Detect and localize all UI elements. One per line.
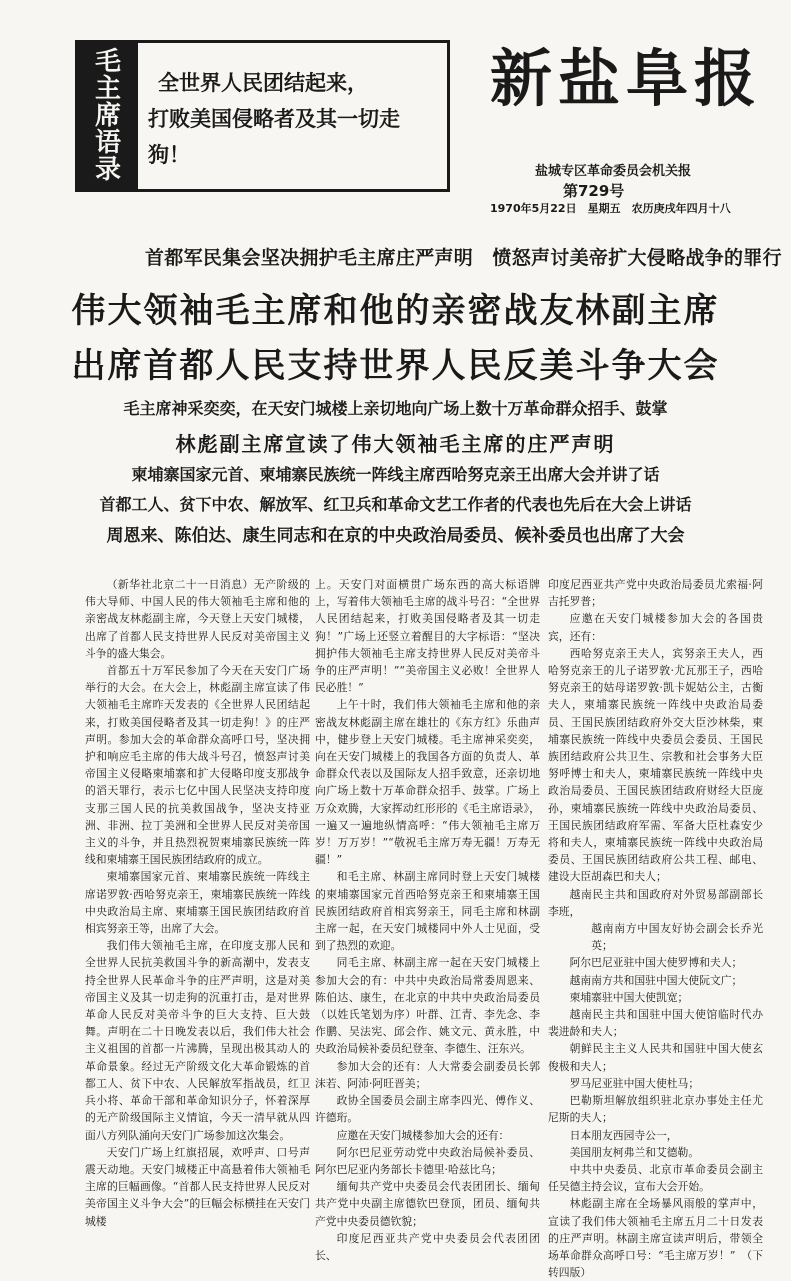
article-paragraph: 印度尼西亚共产党中央委员会代表团团长、 (315, 1231, 540, 1262)
newspaper-title: 新盐阜报 (490, 42, 763, 115)
quotation-label-char: 语 (94, 127, 121, 158)
issue-number: 第729号 (563, 182, 625, 200)
article-paragraph: 政协全国委员会副主席李四光、傅作义、许德珩。 (315, 1094, 540, 1125)
quotation-label-char: 席 (94, 100, 121, 131)
guest-list-line: 罗马尼亚驻中国大使杜马； (569, 1076, 700, 1090)
subheadline-2: 林彪副主席宣读了伟大领袖毛主席的庄严声明 (175, 432, 616, 456)
kicker-headline: 首都军民集会坚决拥护毛主席庄严声明 愤怒声讨美帝扩大侵略战争的罪行 (145, 247, 782, 269)
main-headline-line-2: 出席首都人民支持世界人民反美斗争大会 (71, 346, 720, 386)
article-paragraph: 上。天安门对面横贯广场东西的高大标语牌上，写着伟大领袖毛主席的战斗号召：“全世界人民团结起来，打败美国侵略者及其一切走狗！”广场上还竖立着醒目的大字标语：“坚决拥护伟大领袖毛主席支持世界人民反对美帝斗争的庄严声明！”“美帝国主义必败！全世界人民必胜！” (315, 578, 540, 695)
quotation-box (75, 40, 450, 192)
subheadline-3: 柬埔寨国家元首、柬埔寨民族统一阵线主席西哈努克亲王出席大会并讲了话 (131, 465, 660, 484)
article-paragraph: 越南民主共和国政府对外贸易部副部长李班， (548, 887, 763, 918)
main-headline-line-1: 伟大领袖毛主席和他的亲密战友林副主席 (71, 291, 720, 331)
article-paragraph: 越南民主共和国驻中国大使馆临时代办裴进龄和夫人； (548, 1008, 763, 1039)
article-paragraph: 和毛主席、林副主席同时登上天安门城楼的柬埔寨国家元首西哈努克亲王和柬埔寨王国民族团结政府首相宾努亲王，同毛主席和林副主席一起，在天安门城楼同中外人士见面，受到了热烈的欢迎。 (315, 870, 540, 953)
date-line: 1970年5月22日 星期五 农历庚戌年四月十八 (490, 202, 731, 215)
article-paragraph: 阿尔巴尼亚劳动党中央政治局候补委员、阿尔巴尼亚内务部长卡德里·哈兹比乌； (315, 1145, 540, 1176)
guest-list-line: 越南南方共和国驻中国大使阮文广； (569, 973, 743, 987)
subheadline-4: 首都工人、贫下中农、解放军、红卫兵和革命文艺工作者的代表也先后在大会上讲话 (99, 495, 692, 514)
quotation-label-char: 毛 (94, 47, 121, 78)
quotation-line: 打败美国侵略者及其一切走 (148, 106, 400, 131)
guest-list-line: 柬埔寨驻中国大使凯宽； (569, 990, 689, 1004)
article-column-3 (548, 576, 763, 1280)
article-paragraph: 应邀在天安门城楼参加大会的还有： (336, 1128, 510, 1142)
article-column-1 (85, 576, 310, 1228)
article-paragraph: 中共中央委员、北京市革命委员会副主任吴德主持会议，宣布大会开始。 (548, 1162, 763, 1194)
publisher-line: 盐城专区革命委员会机关报 (535, 164, 692, 179)
guest-list-line: 美国朋友柯弗兰和艾德勒。 (569, 1145, 700, 1159)
subheadline-1: 毛主席神采奕奕，在天安门城楼上亲切地向广场上数十万革命群众招手、鼓掌 (123, 399, 668, 418)
article-paragraph: 天安门广场上红旗招展，欢呼声、口号声震天动地。天安门城楼正中高悬着伟大领袖毛主席的巨幅画像。“首都人民支持世界人民反对美帝国主义斗争大会”的巨幅会标横挂在天安门城楼 (85, 1145, 310, 1228)
quotation-line: 狗！ (148, 142, 190, 167)
article-paragraph: 林彪副主席在全场暴风雨般的掌声中，宣读了我们伟大领袖毛主席五月二十日发表的庄严声明。林副主席宣读声明后，带领全场革命群众高呼口号：“毛主席万岁！” （下转四版） (548, 1197, 763, 1280)
quotation-line: 全世界人民团结起来， (158, 70, 368, 95)
article-paragraph: 参加大会的还有：人大常委会副委员长郭沫若、阿沛·阿旺晋美； (315, 1059, 540, 1090)
article-column-2 (315, 576, 540, 1262)
subheadline-5: 周恩来、陈伯达、康生同志和在京的中央政治局委员、候补委员也出席了大会 (106, 526, 685, 546)
article-paragraph: 应邀在天安门城楼参加大会的各国贵宾，还有： (548, 612, 763, 643)
article-paragraph: （新华社北京二十一日消息）无产阶级的伟大导师、中国人民的伟大领袖毛主席和他的亲密战友林彪副主席，今天登上天安门城楼，出席了首都人民支持世界人民反对美帝国主义斗争的盛大集会。 (85, 578, 310, 660)
article-paragraph: 西哈努克亲王夫人，宾努亲王夫人，西哈努克亲王的儿子诺罗敦·尤瓦那王子，西哈努克亲王的姑母诺罗敦·凯卡妮姑公主，古衡夫人，柬埔寨民族统一阵线中央政治局委员、王国民族团结政府外交大臣沙林柴，柬埔寨民族统一阵线中央委员会委员、王国民族团结政府公共卫生、宗教和社会事务大臣努呼博士和夫人，柬埔寨民族统一阵线中央政治局委员、王国民族团结政府财经大臣庞孙，柬埔寨民族统一阵线中央政治局委员、王国民族团结政府军需、军备大臣杜森安少将和夫人，柬埔寨民族统一阵线中央政治局委员、王国民族团结政府公共工程、邮电、建设大臣胡森巴和夫人； (548, 646, 763, 884)
quotation-label (78, 43, 138, 189)
article-paragraph: 上午十时，我们伟大领袖毛主席和他的亲密战友林彪副主席在雄壮的《东方红》乐曲声中，健步登上天安门城楼。毛主席神采奕奕，向在天安门城楼上的我国各方面的负责人、革命群众代表以及国际友人招手致意，还亲切地向广场上数十万革命群众招手、鼓掌。广场上万众欢腾，大家挥动红形形的《毛主席语录》，一遍又一遍地纵情高呼：“伟大领袖毛主席万岁！万万岁！”“敬祝毛主席万寿无疆！万寿无疆！” (315, 698, 540, 867)
article-paragraph: 同毛主席、林副主席一起在天安门城楼上参加大会的有：中共中央政治局常委周恩来、陈伯达、康生，在北京的中共中央政治局委员（以姓氏笔划为序）叶群、江青、李先念、李作鹏、吴法宪、邱会作、姚文元、黄永胜，中央政治局候补委员纪登奎、李德生、汪东兴。 (315, 956, 540, 1056)
quotation-text (148, 65, 443, 173)
article-paragraph: 印度尼西亚共产党中央政治局委员尤索福·阿吉托罗普； (548, 578, 763, 609)
guest-list-line: 阿尔巴尼亚驻中国大使罗博和夫人； (569, 956, 743, 970)
article-paragraph: 我们伟大领袖毛主席，在印度支那人民和全世界人民抗美救国斗争的新高潮中，发表支持全世界人民革命斗争的庄严声明，这是对美帝国主义及其一切走狗的沉重打击，是对世界革命人民反对美帝斗争的巨大支持、巨大鼓舞。声明在二十日晚发表以后，我们伟大社会主义祖国的首都一片沸腾，呈现出极其动人的革命景象。经过无产阶级文化大革命锻炼的首都工人、贫下中农、人民解放军指战员，红卫兵小将、革命干部和革命知识分子，怀着深厚的无产阶级国际主义情谊，今天一清早就从四面八方列队涌向天安门广场参加这次集会。 (85, 939, 310, 1142)
quotation-label-char: 主 (94, 74, 121, 105)
article-paragraph: 缅甸共产党中央委员会代表团团长、缅甸共产党中央副主席德钦巴登顶，团员、缅甸共产党中央委员德钦貌； (315, 1180, 540, 1228)
article-paragraph: 柬埔寨国家元首、柬埔寨民族统一阵线主席诺罗敦·西哈努克亲王，柬埔寨民族统一阵线中央政治局主席、柬埔寨王国民族团结政府首相宾努亲王等，出席了大会。 (85, 870, 310, 936)
quotation-label-char: 录 (94, 154, 121, 185)
article-paragraph: 朝鲜民主主义人民共和国驻中国大使玄俊极和夫人； (548, 1042, 763, 1073)
guest-list-line: 日本朋友西园寺公一， (569, 1128, 678, 1142)
article-paragraph: 巴勒斯坦解放组织驻北京办事处主任尤尼斯的夫人； (548, 1094, 763, 1125)
guest-list-line: 越南南方中国友好协会副会长乔光英； (591, 922, 763, 953)
article-paragraph: 首都五十万军民参加了今天在天安门广场举行的大会。在大会上，林彪副主席宣读了伟大领袖毛主席昨天发表的《全世界人民团结起来，打败美国侵略者及其一切走狗！》的庄严声明。参加大会的革命群众高呼口号，坚决拥护和响应毛主席的伟大战斗号召，愤怒声讨美帝国主义侵略柬埔寨和扩大侵略印度支那战争的滔天罪行，表示七亿中国人民坚决支持印度支那三国人民的抗美救国战争，坚决支持亚洲、非洲、拉丁美洲和全世界人民反对美帝国主义的斗争，并且热烈祝贺柬埔寨民族统一阵线和柬埔寨王国民族团结政府的成立。 (85, 664, 310, 867)
